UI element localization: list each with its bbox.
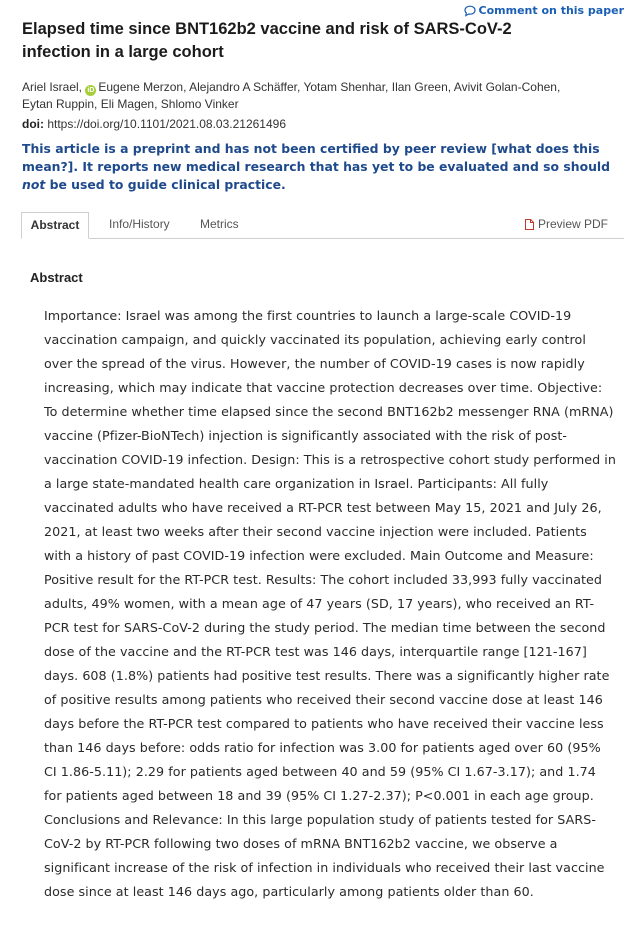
author-list bbox=[22, 79, 612, 113]
preprint-notice-emphasis: not bbox=[22, 177, 46, 192]
comment-on-paper-link[interactable] bbox=[464, 4, 624, 17]
tab-abstract[interactable]: Abstract bbox=[21, 212, 89, 239]
pdf-document-icon bbox=[525, 219, 534, 230]
comment-icon bbox=[464, 5, 476, 17]
author-link[interactable]: Eli Magen, bbox=[100, 97, 158, 111]
article-title: Elapsed time since BNT162b2 vaccine and risk of SARS-CoV-2 infection in a large cohort bbox=[22, 20, 512, 61]
author-link[interactable]: Shlomo Vinker bbox=[160, 97, 239, 111]
abstract-text: Importance: Israel was among the first countries to launch a large-scale COVID-19 vaccination campaign, and quickly vaccinated its population, achieving early control over the spread of the virus. However, the number of COVID-19 cases is now rapidly increasing, which may indicate that vaccine protection decreases over time. Objective: To determine whether time elapsed since the second BNT162b2 messenger RNA (mRNA) vaccine (Pfizer-BioNTech) injection is significantly associated with the risk of post-vaccination COVID-19 infection. Design: This is a retrospective cohort study performed in a large state-mandated health care organization in Israel. Participants: All fully vaccinated adults who have received a RT-PCR test between May 15, 2021 and July 26, 2021, at least two weeks after their second vaccine injection were included. Patients with a history of past COVID-19 infection were excluded. Main Outcome and Measure: Positive result for the RT-PCR test. Results: The cohort included 33,993 fully vaccinated adults, 49% women, with a mean age of 47 years (SD, 17 years), who received an RT-PCR test for SARS-CoV-2 during the study period. The median time between the second dose of the vaccine and the RT-PCR test was 146 days, interquartile range [121-167] days. 608 (1.8%) patients had positive test results. There was a significantly higher rate of positive results among patients who received their second vaccine dose at least 146 days before the RT-PCR test compared to patients who have received their vaccine less than 146 days before: odds ratio for infection was 3.00 for patients aged over 60 (95% CI 1.86-5.11); 2.29 for patients aged between 40 and 59 (95% CI 1.67-3.17); and 1.74 for patients aged between 18 and 39 (95% CI 1.27-2.37); P<0.001 in each age group. Conclusions and Relevance: In this large population study of patients tested for SARS-CoV-2 by RT-PCR following two doses of mRNA BNT162b2 vaccine, we observe a significant increase of the risk of infection in individuals who received their last vaccine dose since at least 146 days ago, particularly among patients older than 60. bbox=[44, 308, 616, 899]
author-link[interactable]: Eytan Ruppin, bbox=[22, 97, 98, 111]
abstract-heading: Abstract bbox=[30, 270, 83, 285]
doi-label: doi: bbox=[22, 117, 44, 131]
tab-metrics[interactable]: Metrics bbox=[200, 217, 239, 231]
author-link[interactable]: Alejandro A Schäffer, bbox=[189, 80, 301, 94]
doi-line bbox=[22, 117, 286, 131]
author-link[interactable]: Ilan Green, bbox=[391, 80, 452, 94]
author-link[interactable]: Avivit Golan-Cohen, bbox=[453, 80, 561, 94]
orcid-icon[interactable]: iD bbox=[87, 87, 95, 94]
article-tabs bbox=[21, 212, 624, 239]
comment-link-label: Comment on this paper bbox=[478, 4, 624, 17]
author-link[interactable]: Yotam Shenhar, bbox=[303, 80, 389, 94]
preview-pdf-button[interactable] bbox=[525, 212, 608, 237]
doi-link[interactable]: https://doi.org/10.1101/2021.08.03.21261496 bbox=[47, 117, 286, 131]
preprint-notice bbox=[22, 140, 627, 194]
preprint-notice-text: This article is a preprint and has not been certified by peer review [what does this mean?]. It reports new medical research that has yet to be evaluated and so should bbox=[22, 141, 611, 174]
author-link[interactable]: Eugene Merzon, bbox=[98, 80, 187, 94]
author-link[interactable]: Ariel Israel, bbox=[22, 80, 83, 94]
preprint-notice-text-end: be used to guide clinical practice. bbox=[45, 177, 286, 192]
preview-pdf-label: Preview PDF bbox=[537, 217, 608, 231]
tab-info-history[interactable]: Info/History bbox=[109, 217, 170, 231]
